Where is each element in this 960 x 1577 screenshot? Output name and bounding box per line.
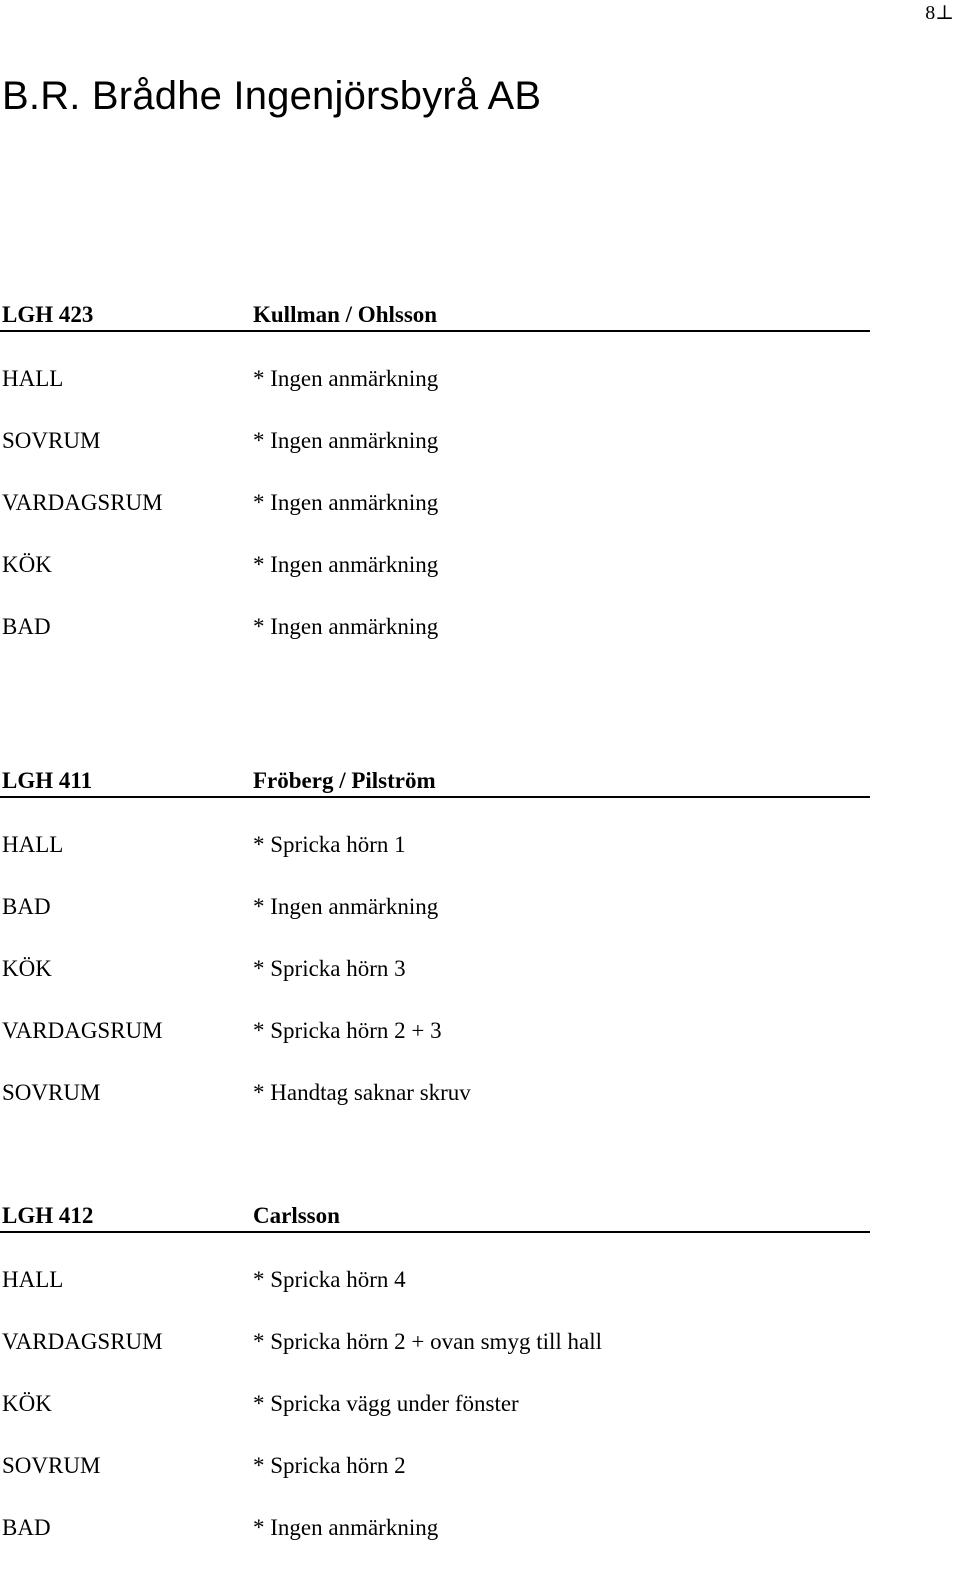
apartment-number: LGH 423: [2, 302, 94, 327]
room-name: HALL: [2, 1267, 64, 1292]
inspection-note: * Spricka hörn 3: [253, 956, 406, 981]
inspection-list: [0, 332, 870, 676]
room-name: HALL: [2, 366, 64, 391]
inspection-note: * Ingen anmärkning: [253, 552, 439, 577]
apartment-header: [0, 302, 870, 332]
inspection-note: * Spricka hörn 2 + 3: [253, 1018, 442, 1043]
inspection-row: [0, 894, 870, 956]
inspection-note: * Spricka hörn 2: [253, 1453, 406, 1478]
apartment-header: [0, 1203, 870, 1233]
apartment-header: [0, 768, 870, 798]
inspection-row: [0, 1267, 870, 1329]
inspection-note: * Spricka hörn 2 + ovan smyg till hall: [253, 1329, 602, 1354]
room-name: BAD: [2, 614, 51, 639]
room-name: KÖK: [2, 1391, 52, 1416]
inspection-note: * Spricka hörn 4: [253, 1267, 406, 1292]
page-number: 8⊥: [925, 2, 954, 24]
inspection-note: * Spricka hörn 1: [253, 832, 406, 857]
inspection-row: [0, 956, 870, 1018]
inspection-note: * Handtag saknar skruv: [253, 1080, 471, 1105]
room-name: SOVRUM: [2, 1080, 101, 1105]
inspection-note: * Ingen anmärkning: [253, 1515, 439, 1540]
room-name: KÖK: [2, 552, 52, 577]
inspection-row: [0, 1329, 870, 1391]
inspection-row: [0, 1453, 870, 1515]
inspection-row: [0, 1080, 870, 1142]
room-name: BAD: [2, 1515, 51, 1540]
room-name: HALL: [2, 832, 64, 857]
room-name: VARDAGSRUM: [2, 1329, 163, 1354]
room-name: VARDAGSRUM: [2, 490, 163, 515]
inspection-note: * Ingen anmärkning: [253, 894, 439, 919]
room-name: BAD: [2, 894, 51, 919]
inspection-row: [0, 614, 870, 676]
inspection-note: * Ingen anmärkning: [253, 366, 439, 391]
apartment-number: LGH 411: [2, 768, 93, 793]
inspection-list: [0, 1233, 870, 1577]
tenant-names: Carlsson: [253, 1203, 340, 1228]
inspection-row: [0, 428, 870, 490]
inspection-row: [0, 490, 870, 552]
inspection-note: * Ingen anmärkning: [253, 428, 439, 453]
room-name: VARDAGSRUM: [2, 1018, 163, 1043]
tenant-names: Kullman / Ohlsson: [253, 302, 438, 327]
company-title: B.R. Brådhe Ingenjörsbyrå AB: [2, 74, 542, 118]
inspection-note: * Ingen anmärkning: [253, 614, 439, 639]
inspection-list: [0, 798, 870, 1142]
inspection-row: [0, 1391, 870, 1453]
inspection-note: * Ingen anmärkning: [253, 490, 439, 515]
apartment-number: LGH 412: [2, 1203, 94, 1228]
inspection-row: [0, 552, 870, 614]
inspection-row: [0, 366, 870, 428]
room-name: KÖK: [2, 956, 52, 981]
room-name: SOVRUM: [2, 1453, 101, 1478]
inspection-row: [0, 1515, 870, 1577]
tenant-names: Fröberg / Pilström: [253, 768, 436, 793]
room-name: SOVRUM: [2, 428, 101, 453]
inspection-row: [0, 1018, 870, 1080]
inspection-note: * Spricka vägg under fönster: [253, 1391, 519, 1416]
apartment-section-412: [0, 1203, 870, 1577]
apartment-section-423: [0, 302, 870, 676]
apartment-section-411: [0, 768, 870, 1142]
inspection-row: [0, 832, 870, 894]
